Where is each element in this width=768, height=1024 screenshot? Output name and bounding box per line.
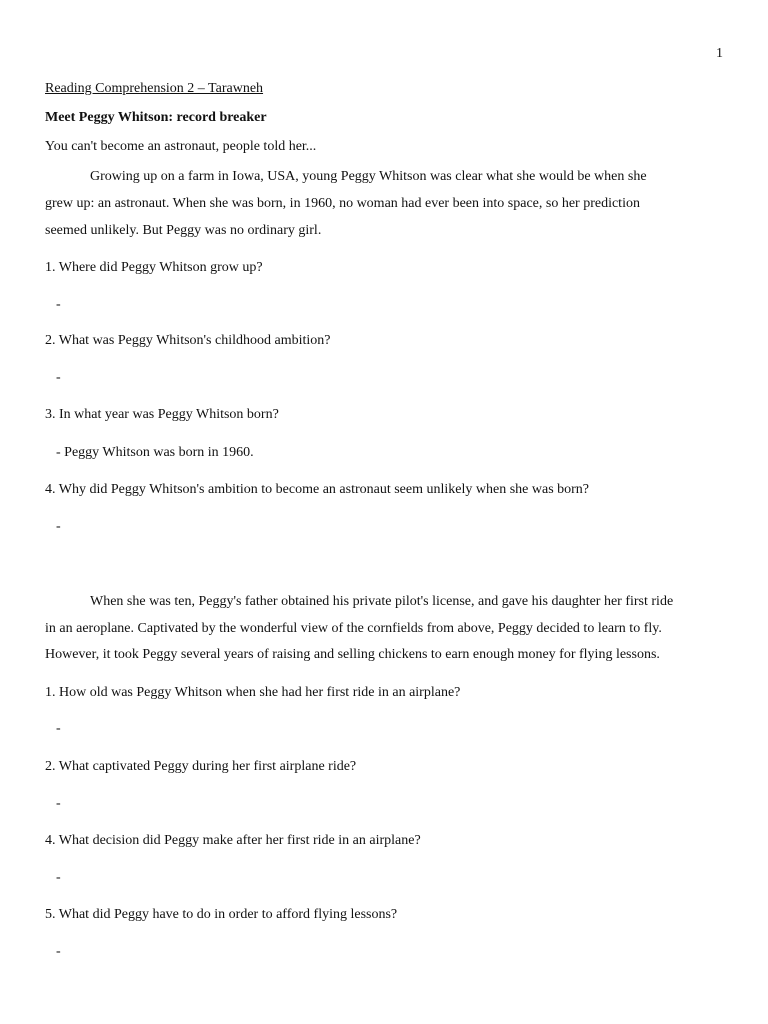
question-2-2: 2. What captivated Peggy during her first airplane ride?	[45, 759, 357, 774]
question-1-4: 4. Why did Peggy Whitson's ambition to become an astronaut seem unlikely when she was born?	[45, 482, 590, 497]
course-header: Reading Comprehension 2 – Tarawneh	[45, 81, 264, 96]
answer-1-2: -	[56, 370, 61, 385]
paragraph-1-line-1: Growing up on a farm in Iowa, USA, young Peggy Whitson was clear what she would be when she	[90, 169, 647, 184]
answer-2-3: -	[56, 870, 61, 885]
article-title: Meet Peggy Whitson: record breaker	[45, 110, 267, 125]
paragraph-1-line-2: grew up: an astronaut. When she was born, in 1960, no woman had ever been into space, so her prediction	[45, 196, 640, 211]
question-1-1: 1. Where did Peggy Whitson grow up?	[45, 260, 263, 275]
answer-2-2: -	[56, 796, 61, 811]
answer-1-4: -	[56, 519, 61, 534]
answer-1-1: -	[56, 297, 61, 312]
answer-2-1: -	[56, 721, 61, 736]
answer-2-4: -	[56, 944, 61, 959]
paragraph-1-line-3: seemed unlikely. But Peggy was no ordinary girl.	[45, 223, 322, 238]
paragraph-2-line-3: However, it took Peggy several years of raising and selling chickens to earn enough money for flying lessons.	[45, 647, 660, 662]
question-1-3: 3. In what year was Peggy Whitson born?	[45, 407, 279, 422]
question-2-4: 5. What did Peggy have to do in order to afford flying lessons?	[45, 907, 398, 922]
answer-1-3: - Peggy Whitson was born in 1960.	[56, 445, 254, 460]
question-2-3: 4. What decision did Peggy make after her first ride in an airplane?	[45, 833, 421, 848]
paragraph-2-line-1: When she was ten, Peggy's father obtained his private pilot's license, and gave his daughter her first ride	[90, 594, 674, 609]
question-2-1: 1. How old was Peggy Whitson when she had her first ride in an airplane?	[45, 685, 461, 700]
paragraph-2-line-2: in an aeroplane. Captivated by the wonderful view of the cornfields from above, Peggy decided to learn to fly.	[45, 621, 662, 636]
page-number: 1	[716, 46, 723, 61]
article-subtitle: You can't become an astronaut, people told her...	[45, 139, 317, 154]
question-1-2: 2. What was Peggy Whitson's childhood ambition?	[45, 333, 331, 348]
